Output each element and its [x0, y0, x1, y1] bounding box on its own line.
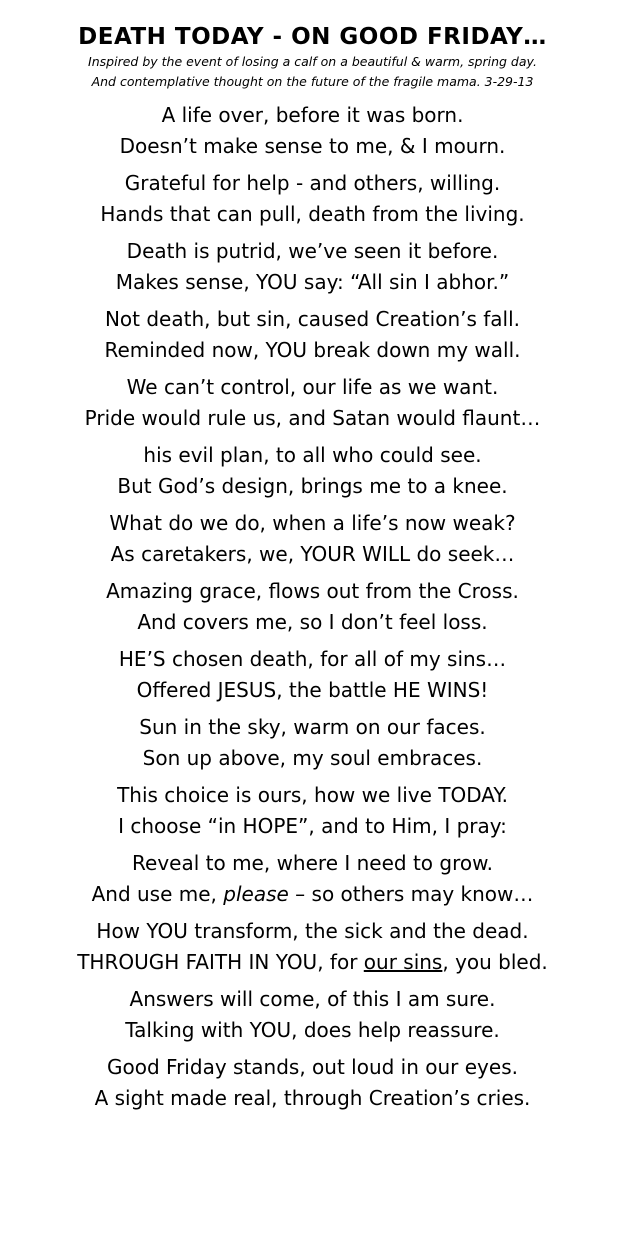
- poem-line: Not death, but sin, caused Creation’s fall.: [104, 307, 521, 331]
- poem-line: How YOU transform, the sick and the dead.: [96, 919, 529, 943]
- stanza: [0, 508, 625, 570]
- poem-line: Makes sense, YOU say: “All sin I abhor.”: [115, 270, 510, 294]
- poem-line: Amazing grace, flows out from the Cross.: [106, 579, 519, 603]
- poem-line: Doesn’t make sense to me, & I mourn.: [119, 134, 506, 158]
- subtitle-line: And contemplative thought on the future of the fragile mama. 3-29-13: [91, 74, 534, 89]
- poem-line: his evil plan, to all who could see.: [143, 443, 482, 467]
- poem-line: Offered JESUS, the battle HE WINS!: [136, 678, 489, 702]
- poem-line: Reminded now, YOU break down my wall.: [104, 338, 521, 362]
- poem-line-segment: please: [223, 882, 289, 906]
- stanza: [0, 236, 625, 298]
- poem-line: Good Friday stands, out loud in our eyes.: [107, 1055, 518, 1079]
- poem-line-segment: , you bled.: [442, 950, 548, 974]
- poem-body: [0, 100, 625, 1114]
- stanza: [0, 712, 625, 774]
- poem-line: Answers will come, of this I am sure.: [129, 987, 496, 1011]
- stanza: [0, 644, 625, 706]
- poem-line-segment: our sins: [363, 950, 443, 974]
- subtitle-line: Inspired by the event of losing a calf on a beautiful & warm, spring day.: [88, 54, 537, 69]
- poem-line: Death is putrid, we’ve seen it before.: [126, 239, 499, 263]
- stanza: [0, 848, 625, 910]
- poem-line: What do we do, when a life’s now weak?: [109, 511, 516, 535]
- poem-line: THROUGH FAITH IN YOU, for our sins, you bled.: [77, 950, 548, 974]
- poem-line: And covers me, so I don’t feel loss.: [137, 610, 488, 634]
- stanza: [0, 304, 625, 366]
- stanza: [0, 780, 625, 842]
- poem-line-segment: – so others may know…: [288, 882, 534, 906]
- stanza: [0, 1052, 625, 1114]
- poem-line: But God’s design, brings me to a knee.: [117, 474, 508, 498]
- poem-line: Pride would rule us, and Satan would flaunt…: [84, 406, 541, 430]
- poem-line: I choose “in HOPE”, and to Him, I pray:: [118, 814, 507, 838]
- poem-line: Sun in the sky, warm on our faces.: [139, 715, 486, 739]
- poem-line: A sight made real, through Creation’s cries.: [94, 1086, 531, 1110]
- poem-line: We can’t control, our life as we want.: [126, 375, 499, 399]
- stanza: [0, 100, 625, 162]
- poem-line: HE’S chosen death, for all of my sins…: [118, 647, 507, 671]
- stanza: [0, 440, 625, 502]
- poem-line: Reveal to me, where I need to grow.: [132, 851, 493, 875]
- poem-line: Hands that can pull, death from the living.: [100, 202, 525, 226]
- poem-line: Talking with YOU, does help reassure.: [125, 1018, 500, 1042]
- poem-line: This choice is ours, how we live TODAY.: [117, 783, 508, 807]
- poem-line: As caretakers, we, YOUR WILL do seek…: [110, 542, 515, 566]
- poem-line: And use me, please – so others may know…: [91, 882, 534, 906]
- stanza: [0, 372, 625, 434]
- poem-line: Grateful for help - and others, willing.: [124, 171, 501, 195]
- poem-line: A life over, before it was born.: [161, 103, 464, 127]
- poem-line: Son up above, my soul embraces.: [142, 746, 483, 770]
- stanza: [0, 168, 625, 230]
- stanza: [0, 916, 625, 978]
- poem-title: DEATH TODAY - ON GOOD FRIDAY…: [78, 24, 547, 50]
- stanza: [0, 984, 625, 1046]
- stanza: [0, 576, 625, 638]
